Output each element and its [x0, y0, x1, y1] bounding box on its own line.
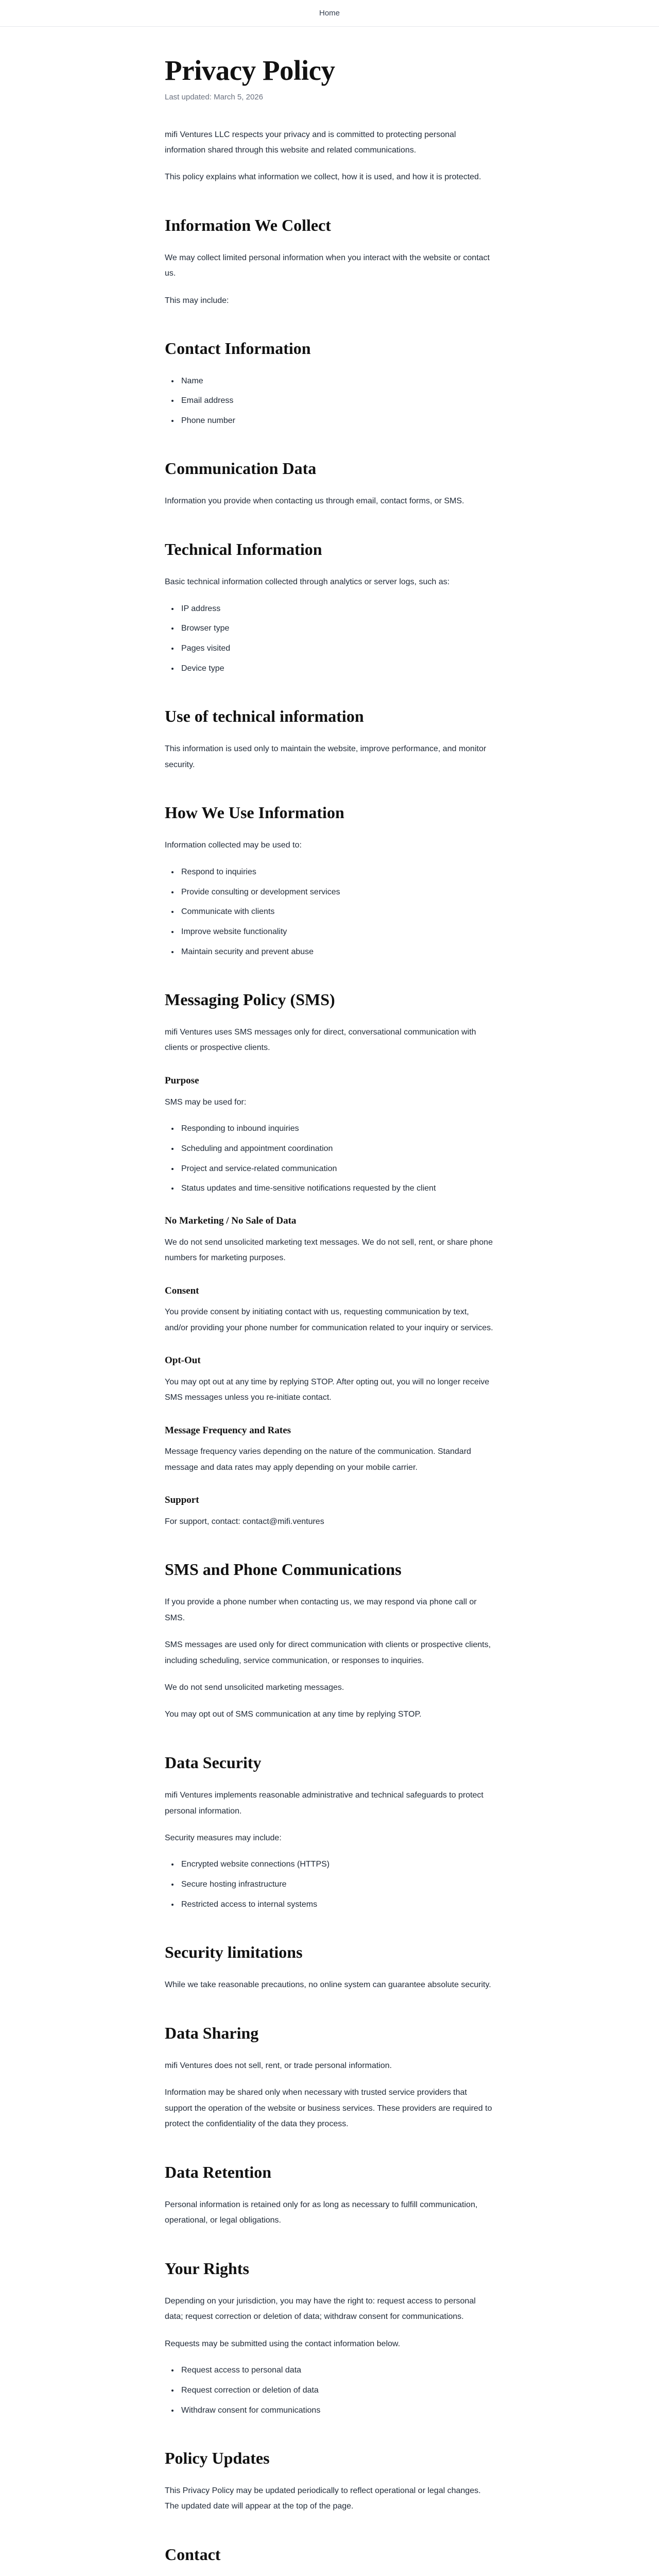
list-item: • Email address [179, 394, 494, 409]
top-nav [0, 0, 659, 27]
paragraph: Basic technical information collected through analytics or server logs, such as: [165, 578, 450, 587]
paragraph: Depending on your jurisdiction, you may have the right to: request access to personal data; request correction or deletion of data; withdraw consent for communications. [165, 2297, 476, 2321]
section-heading-technical-use: Use of technical information [165, 706, 364, 725]
paragraph: We do not send unsolicited marketing messages. [165, 1683, 344, 1692]
paragraph: SMS messages are used only for direct communication with clients or prospective clients, including scheduling, service communication, or responses to inquiries. [165, 1640, 491, 1665]
list-item: • Browser type [179, 621, 494, 636]
list-item: • Maintain security and prevent abuse [179, 945, 494, 960]
list-item: • Name [179, 374, 494, 389]
intro-paragraph: mifi Ventures LLC respects your privacy and is committed to protecting personal information shared through this website and related communications. [165, 130, 456, 155]
list-item: • Respond to inquiries [179, 865, 494, 880]
section-heading-updates: Policy Updates [165, 2448, 270, 2467]
list-item: • Pages visited [179, 641, 494, 656]
paragraph: While we take reasonable precautions, no online system can guarantee absolute security. [165, 1980, 491, 1990]
paragraph: Information you provide when contacting us through email, contact forms, or SMS. [165, 497, 464, 506]
paragraph: You may opt out at any time by replying STOP. After opting out, you will no longer receive SMS messages unless you re-initiate contact. [165, 1377, 490, 1402]
list-item: • Request correction or deletion of data [179, 2383, 494, 2398]
paragraph: This information is used only to maintain the website, improve performance, and monitor security. [165, 744, 487, 769]
section-heading-security-limits: Security limitations [165, 1942, 303, 1961]
section-heading-collect: Information We Collect [165, 215, 331, 234]
paragraph: This Privacy Policy may be updated periodically to reflect operational or legal changes. The updated date will appear at the top of the page. [165, 2486, 481, 2511]
section-heading-technical: Technical Information [165, 539, 322, 558]
paragraph: mifi Ventures does not sell, rent, or trade personal information. [165, 2061, 392, 2070]
section-heading-sms-policy: Messaging Policy (SMS) [165, 990, 335, 1009]
paragraph: Message frequency varies depending on the nature of the communication. Standard message and data rates may apply depending on your mobile carrier. [165, 1447, 472, 1472]
list-item: • Communicate with clients [179, 905, 494, 920]
nav-home-link[interactable]: Home [319, 9, 340, 18]
page-title: Privacy Policy [165, 55, 335, 86]
subheading-opt-out: Opt-Out [165, 1355, 201, 1366]
list-item: • Encrypted website connections (HTTPS) [179, 1857, 494, 1872]
subheading-support: Support [165, 1495, 199, 1506]
policy-content [165, 27, 494, 2576]
paragraph: We may collect limited personal information when you interact with the website or contact us. [165, 253, 490, 278]
paragraph: Requests may be submitted using the contact information below. [165, 2339, 401, 2348]
paragraph: Security measures may include: [165, 1834, 282, 1842]
list-item: • Withdraw consent for communications [179, 2403, 494, 2418]
section-heading-how-we-use: How We Use Information [165, 803, 344, 822]
paragraph: You may opt out of SMS communication at any time by replying STOP. [165, 1710, 422, 1719]
list-item: • Improve website functionality [179, 925, 494, 940]
list-item: • Responding to inbound inquiries [179, 1122, 494, 1137]
section-heading-rights: Your Rights [165, 2259, 249, 2278]
list-item: • Device type [179, 662, 494, 676]
section-heading-security: Data Security [165, 1753, 262, 1772]
section-heading-sms-phone: SMS and Phone Communications [165, 1560, 402, 1579]
paragraph: If you provide a phone number when contacting us, we may respond via phone call or SMS. [165, 1598, 477, 1622]
section-heading-retention: Data Retention [165, 2162, 272, 2181]
paragraph: You provide consent by initiating contact with us, requesting communication by text, and/or providing your phone number for communication related to your inquiry or services. [165, 1308, 493, 1332]
list-item: • Provide consulting or development services [179, 885, 494, 900]
subheading-purpose: Purpose [165, 1075, 199, 1086]
paragraph: Personal information is retained only for as long as necessary to fulfill communication, operational, or legal obligations. [165, 2200, 478, 2225]
paragraph: Information may be shared only when necessary with trusted service providers that support the operation of the website or business services. These providers are required to protect the confidentiality of the data they process. [165, 2088, 492, 2129]
section-heading-contact: Contact [165, 2545, 221, 2564]
subheading-frequency: Message Frequency and Rates [165, 1425, 291, 1436]
paragraph: mifi Ventures uses SMS messages only for direct, conversational communication with clients or prospective clients. [165, 1028, 476, 1053]
subheading-consent: Consent [165, 1285, 199, 1296]
list-item: • Scheduling and appointment coordination [179, 1142, 494, 1157]
technical-info-list [165, 602, 494, 676]
how-use-list [165, 865, 494, 960]
list-item: • Project and service-related communication [179, 1162, 494, 1177]
last-updated: Last updated: March 5, 2026 [165, 92, 263, 101]
rights-list [165, 2363, 494, 2418]
paragraph: This may include: [165, 296, 229, 305]
paragraph: mifi Ventures implements reasonable administrative and technical safeguards to protect personal information. [165, 1791, 483, 1816]
list-item: • Restricted access to internal systems [179, 1897, 494, 1912]
security-list [165, 1857, 494, 1912]
contact-info-list [165, 374, 494, 429]
list-item: • Status updates and time-sensitive notifications requested by the client [179, 1181, 494, 1196]
list-item: • IP address [179, 602, 494, 617]
paragraph: Information collected may be used to: [165, 841, 302, 850]
list-item: • Request access to personal data [179, 2363, 494, 2378]
section-heading-communication: Communication Data [165, 459, 317, 478]
section-heading-sharing: Data Sharing [165, 2023, 259, 2042]
list-item: • Phone number [179, 414, 494, 429]
section-heading-contact-info: Contact Information [165, 339, 311, 358]
intro-paragraph: This policy explains what information we collect, how it is used, and how it is protected. [165, 173, 481, 182]
sms-purpose-list [165, 1122, 494, 1196]
paragraph: SMS may be used for: [165, 1097, 247, 1107]
list-item: • Secure hosting infrastructure [179, 1877, 494, 1892]
subheading-no-marketing: No Marketing / No Sale of Data [165, 1215, 297, 1227]
paragraph: We do not send unsolicited marketing text messages. We do not sell, rent, or share phone numbers for marketing purposes. [165, 1238, 493, 1263]
paragraph: For support, contact: contact@mifi.ventures [165, 1517, 324, 1526]
